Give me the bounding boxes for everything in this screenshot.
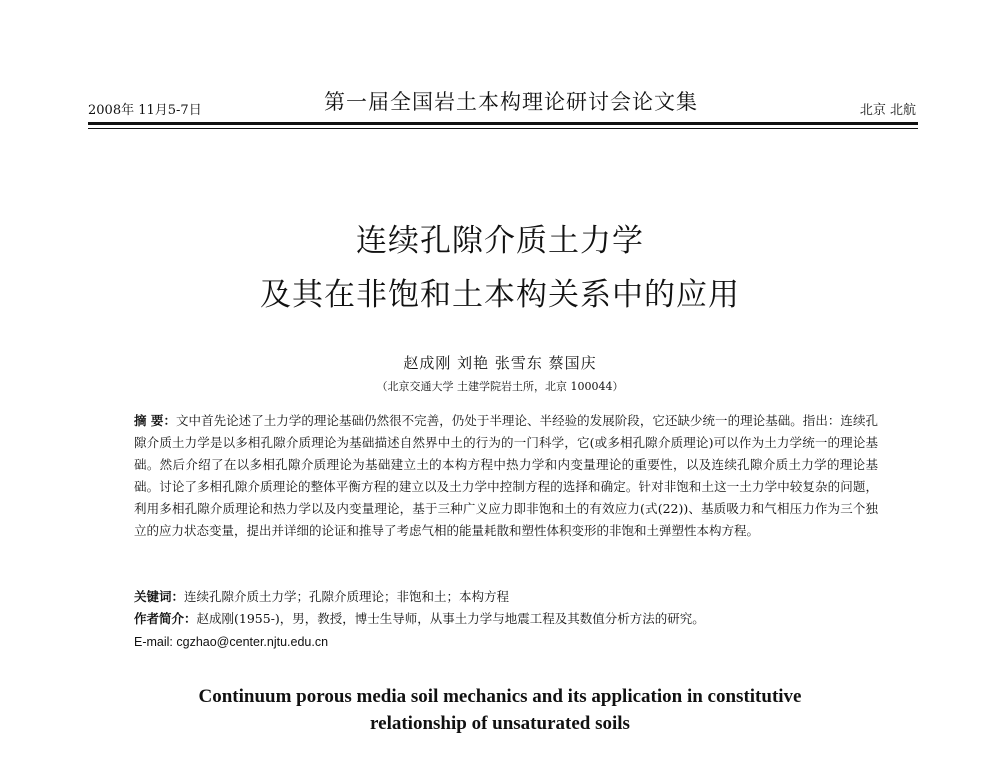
chinese-title-line-2: 及其在非饱和土本构关系中的应用 (260, 277, 740, 313)
author-bio (134, 608, 878, 630)
abstract-label: 摘 要： (134, 413, 176, 428)
author-email: E-mail: cgzhao@center.njtu.edu.cn (134, 635, 329, 649)
abstract (134, 410, 878, 542)
keywords (134, 586, 878, 608)
conference-location: 北京 北航 (859, 103, 916, 118)
keywords-text: 连续孔隙介质土力学；孔隙介质理论；非饱和土；本构方程 (184, 589, 510, 604)
conference-date: 2008年 11月5-7日 (88, 103, 202, 118)
header-rule-thin (88, 128, 918, 129)
abstract-text: 文中首先论述了土力学的理论基础仍然很不完善，仍处于半理论、半经验的发展阶段，它还缺少统一的理论基础。指出：连续孔隙介质土力学是以多相孔隙介质理论为基础描述自然界中土的行为的一门科学，它(或多相孔隙介质理论)可以作为土力学统一的理论基础。然后介绍了在以多相孔隙介质理论为基础建立土的本构方程中热力学和内变量理论的重要性，以及连续孔隙介质土力学的理论基础。讨论了多相孔隙介质理论的整体平衡方程的建立以及土力学中控制方程的选择和确定。针对非饱和土这一土力学中较复杂的问题，利用多相孔隙介质理论和热力学以及内变量理论，基于三种广义应力即非饱和土的有效应力(式(22))、基质吸力和气相压力作为三个独立的应力状态变量，提出并详细的论证和推导了考虑气相的能量耗散和塑性体积变形的非饱和土弹塑性本构方程。 (134, 413, 878, 538)
author-list: 赵成刚 刘艳 张雪东 蔡国庆 (403, 354, 597, 372)
english-title-line-2: relationship of unsaturated soils (370, 713, 630, 734)
chinese-title-line-1: 连续孔隙介质土力学 (356, 223, 644, 259)
header-rule-thick (88, 122, 918, 125)
english-title (0, 683, 1000, 737)
english-title-line-1: Continuum porous media soil mechanics and its application in constitutive (198, 686, 802, 707)
proceedings-title: 第一届全国岩土本构理论研讨会论文集 (324, 90, 698, 114)
author-bio-label: 作者简介： (134, 611, 197, 626)
running-header (88, 88, 916, 118)
affiliation: （北京交通大学 土建学院岩土所，北京 100044） (376, 380, 624, 393)
keywords-label: 关键词： (134, 589, 185, 604)
chinese-title (0, 214, 1000, 322)
author-bio-text: 赵成刚(1955-)，男，教授，博士生导师，从事土力学与地震工程及其数值分析方法的研究。 (196, 611, 705, 626)
